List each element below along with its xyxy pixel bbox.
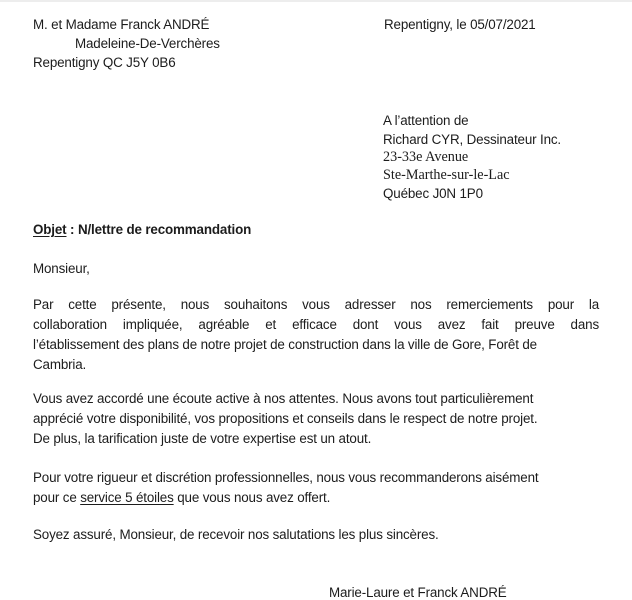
recipient-attention: A l’attention de	[383, 113, 469, 128]
paragraph-line: Pour votre rigueur et discrétion professionnelles, nous vous recommanderons aisément	[33, 470, 539, 485]
salutation: Monsieur,	[33, 261, 90, 276]
subject-line	[33, 223, 251, 236]
sender-city: Repentigny QC J5Y 0B6	[33, 55, 176, 70]
subject-text: N/lettre de recommandation	[77, 222, 252, 237]
paragraph-line: De plus, la tarification juste de votre expertise est un atout.	[33, 431, 372, 446]
recipient-street: 23-33e Avenue	[383, 149, 469, 165]
paragraph-1	[33, 295, 599, 375]
paragraph-line	[33, 488, 599, 508]
subject-separator: :	[66, 222, 78, 237]
paragraph-line: Par cette présente, nous souhaitons vous adresser nos remerciements pour la	[33, 297, 599, 312]
text-after-highlight: que vous nous avez offert.	[173, 490, 331, 505]
recipient-name: Richard CYR, Dessinateur Inc.	[383, 132, 561, 147]
paragraph-line: apprécié votre disponibilité, vos propositions et conseils dans le respect de notre projet.	[33, 411, 538, 426]
paragraph-3	[33, 468, 599, 508]
subject-label: Objet	[33, 222, 67, 237]
date-line: Repentigny, le 05/07/2021	[384, 17, 536, 32]
paragraph-2	[33, 389, 599, 449]
signature: Marie-Laure et Franck ANDRÉ	[329, 585, 507, 600]
paragraph-line: Vous avez accordé une écoute active à nos attentes. Nous avons tout particulièrement	[33, 391, 534, 406]
service-5-etoiles-underlined: service 5 étoiles	[80, 490, 174, 505]
closing-formula: Soyez assuré, Monsieur, de recevoir nos salutations les plus sincères.	[33, 527, 439, 542]
paragraph-line: l’établissement des plans de notre projet de construction dans la ville de Gore, Forêt de	[33, 337, 537, 352]
recipient-province-postal: Québec J0N 1P0	[383, 186, 483, 201]
text-before-highlight: pour ce	[33, 490, 81, 505]
sender-street: Madeleine-De-Verchères	[75, 36, 220, 51]
paragraph-line: Cambria.	[33, 357, 87, 372]
recipient-city: Ste-Marthe-sur-le-Lac	[383, 167, 510, 183]
paragraph-line: collaboration impliquée, agréable et efficace dont vous avez fait preuve dans	[33, 317, 599, 332]
sender-name: M. et Madame Franck ANDRÉ	[33, 17, 210, 32]
